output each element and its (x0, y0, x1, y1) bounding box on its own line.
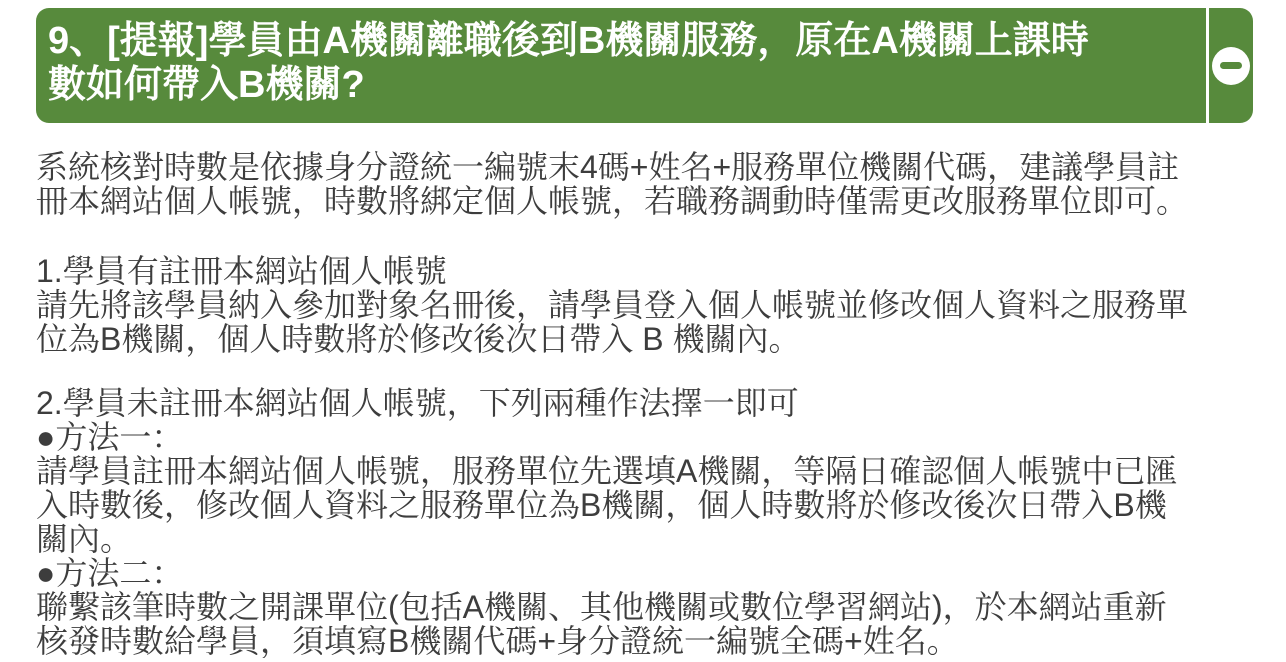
text-line: 請先將該學員納入參加對象名冊後，請學員登入個人帳號並修改個人資料之服務單 (36, 287, 1189, 323)
text-line: 9、[提報]學員由A機關離職後到B機關服務，原在A機關上課時 (48, 20, 1089, 62)
faq-question-header[interactable] (36, 8, 1253, 123)
text-line: 請學員註冊本網站個人帳號，服務單位先選填A機關，等隔日確認個人帳號中已匯 (36, 453, 1178, 489)
text-line: ●方法二： (36, 555, 184, 591)
text-line: 位為B機關，個人時數將於修改後次日帶入 B 機關內。 (36, 321, 801, 357)
minus-bar (1220, 62, 1242, 69)
answer-case1-registered (36, 254, 1276, 356)
minus-circle-icon (1212, 47, 1250, 85)
text-line: ●方法一： (36, 419, 184, 455)
faq-question-title (36, 8, 1206, 123)
text-line: 1.學員有註冊本網站個人帳號 (36, 253, 447, 289)
text-line: 2.學員未註冊本網站個人帳號，下列兩種作法擇一即可 (36, 385, 799, 421)
collapse-button[interactable] (1209, 8, 1253, 123)
text-line: 關內。 (36, 521, 133, 557)
text-line: 系統核對時數是依據身分證統一編號末4碼+姓名+服務單位機關代碼，建議學員註 (36, 150, 1180, 185)
text-line: 聯繫該筆時數之開課單位(包括A機關、其他機關或數位學習網站)，於本網站重新 (36, 589, 1167, 625)
faq-answer-body (36, 150, 1276, 658)
answer-case2-unregistered (36, 386, 1276, 658)
text-line: 入時數後，修改個人資料之服務單位為B機關，個人時數將於修改後次日帶入B機 (36, 487, 1167, 523)
answer-intro (36, 150, 1276, 218)
text-line: 冊本網站個人帳號，時數將綁定個人帳號，若職務調動時僅需更改服務單位即可。 (36, 183, 1189, 219)
text-line: 核發時數給學員，須填寫B機關代碼+身分證統一編號全碼+姓名。 (36, 623, 959, 658)
text-line: 數如何帶入B機關? (48, 64, 365, 106)
